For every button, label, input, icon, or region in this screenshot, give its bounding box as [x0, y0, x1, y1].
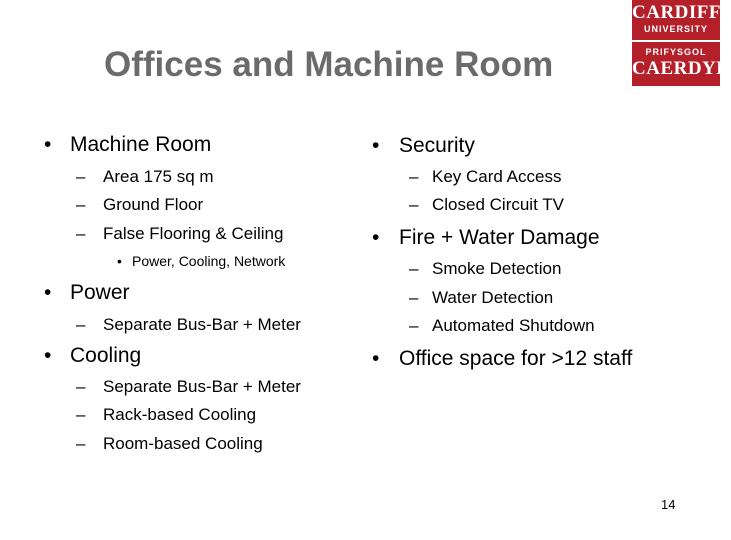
bullet-icon: •: [372, 347, 380, 370]
list-item: Area 175 sq m: [103, 167, 214, 186]
list-item: Room-based Cooling: [103, 434, 263, 453]
heading-machine-room: Machine Room: [70, 133, 212, 156]
logo-line-1: CARDIFF: [632, 2, 721, 23]
bullet-icon: •: [372, 226, 380, 249]
list-item: Separate Bus-Bar + Meter: [103, 377, 301, 396]
dash-icon: –: [409, 167, 419, 186]
page-number: 14: [661, 497, 676, 512]
dash-icon: –: [76, 224, 86, 243]
list-item: Closed Circuit TV: [432, 195, 564, 214]
bullet-icon: •: [44, 133, 52, 156]
dash-icon: –: [76, 434, 86, 453]
dash-icon: –: [76, 377, 86, 396]
slide-title: Offices and Machine Room: [104, 45, 554, 84]
dash-icon: –: [76, 405, 86, 424]
cardiff-university-logo: [632, 0, 731, 86]
bullet-icon: •: [44, 281, 52, 304]
list-item: Separate Bus-Bar + Meter: [103, 315, 301, 334]
list-item: Power, Cooling, Network: [132, 253, 286, 269]
bullet-icon: •: [44, 344, 52, 367]
dash-icon: –: [76, 315, 86, 334]
bullet-icon: •: [372, 134, 380, 157]
heading-fire-water: Fire + Water Damage: [399, 226, 600, 249]
heading-security: Security: [399, 134, 475, 157]
heading-office-space: Office space for >12 staff: [399, 347, 633, 370]
dash-icon: –: [76, 195, 86, 214]
list-item: Water Detection: [432, 288, 554, 307]
logo-line-2: UNIVERSITY: [643, 24, 708, 34]
logo-line-4: CAERDYD: [632, 58, 731, 79]
list-item: Key Card Access: [432, 167, 562, 186]
list-item: Smoke Detection: [432, 259, 562, 278]
logo-bottom-block: [632, 42, 731, 86]
list-item: False Flooring & Ceiling: [103, 224, 284, 243]
logo-line-3: PRIFYSGOL: [645, 47, 707, 57]
dash-icon: –: [409, 316, 419, 335]
logo-top-block: [632, 0, 720, 40]
heading-power: Power: [70, 281, 130, 304]
dash-icon: –: [409, 195, 419, 214]
dash-icon: –: [409, 288, 419, 307]
list-item: Rack-based Cooling: [103, 405, 257, 424]
list-item: Ground Floor: [103, 195, 204, 214]
dash-icon: –: [409, 259, 419, 278]
list-item: Automated Shutdown: [432, 316, 595, 335]
dash-icon: –: [76, 167, 86, 186]
heading-cooling: Cooling: [70, 344, 142, 367]
bullet-icon: •: [117, 253, 122, 269]
